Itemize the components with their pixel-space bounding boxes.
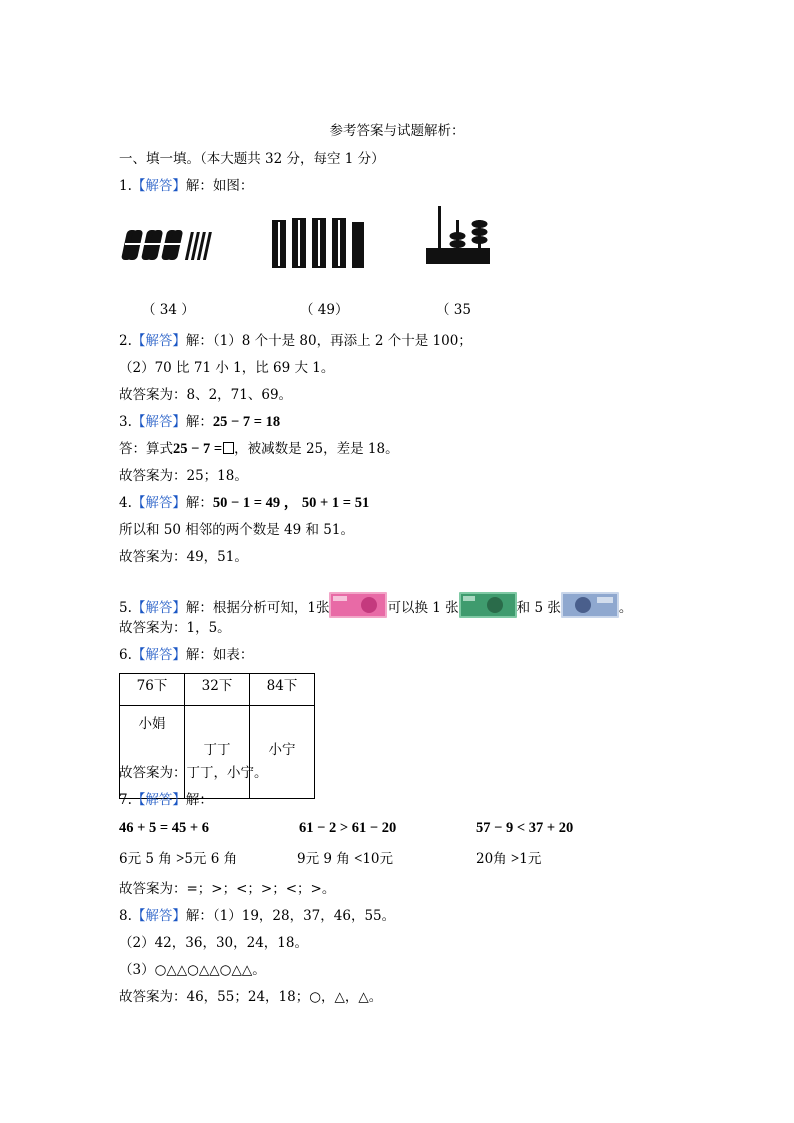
q7-comparison-5: 9元 9 角 <10元 xyxy=(297,851,394,867)
answer-tag: 【解答】 xyxy=(131,333,186,349)
table-cell: 小娟 xyxy=(120,706,185,799)
table-cell: 小宁 xyxy=(250,706,315,799)
page-title: 参考答案与试题解析： xyxy=(329,123,465,139)
banknote-50-icon xyxy=(459,592,517,618)
q7-comparison-1: 46 + 5 = 45 + 6 xyxy=(119,820,210,836)
answer-tag: 【解答】 xyxy=(131,495,186,511)
banknote-10-icon xyxy=(561,592,619,618)
blank-box-icon xyxy=(223,442,234,454)
q7-comparison-6: 20角 >1元 xyxy=(476,851,542,867)
section-heading: 一、填一填。（本大题共 32 分，每空 1 分） xyxy=(119,151,385,167)
q4-line1: 4.【解答】解：50 − 1 = 49 ， 50 + 1 = 51 xyxy=(119,495,370,511)
answer-tag: 【解答】 xyxy=(131,178,186,194)
table-header: 76下 xyxy=(120,674,185,706)
q8-line3: （3）○△△○△△○△△。 xyxy=(119,962,266,978)
q5-line1: 5.【解答】解：根据分析可知，1张 可以换 1 张 和 5 张 。 xyxy=(119,592,632,618)
q6-line1: 6.【解答】解：如表： xyxy=(119,647,254,663)
q5-line2: 故答案为：1，5。 xyxy=(119,620,231,636)
q6-line2: 故答案为：丁丁，小宁。 xyxy=(119,765,268,781)
figure-label-3: （ 35 xyxy=(436,302,471,318)
q7-line1: 7.【解答】解： xyxy=(119,792,213,808)
abacus-figure xyxy=(422,202,492,266)
q4-line2: 所以和 50 相邻的两个数是 49 和 51。 xyxy=(119,522,354,538)
answer-tag: 【解答】 xyxy=(131,908,186,924)
figure-label-2: （ 49） xyxy=(300,302,349,318)
answer-tag: 【解答】 xyxy=(131,414,186,430)
answer-tag: 【解答】 xyxy=(131,792,186,808)
q3-line3: 故答案为：25；18。 xyxy=(119,468,248,484)
q4-line3: 故答案为：49，51。 xyxy=(119,549,248,565)
q2-line2: （2）70 比 71 小 1，比 69 大 1。 xyxy=(119,360,335,376)
answer-tag: 【解答】 xyxy=(131,647,186,663)
bundles-figure xyxy=(119,222,229,266)
q4-equation: 50 − 1 = 49 ， 50 + 1 = 51 xyxy=(212,495,370,511)
banknote-100-icon xyxy=(329,592,387,618)
table-header: 84下 xyxy=(250,674,315,706)
counting-sticks-figure xyxy=(270,214,370,272)
figure-label-1: （ 34 ） xyxy=(142,302,195,318)
q7-comparison-3: 57 − 9 < 37 + 20 xyxy=(476,820,574,836)
answer-tag: 【解答】 xyxy=(131,600,186,616)
q3-line2: 答：算式25 − 7 = ，被减数是 25，差是 18。 xyxy=(119,441,399,457)
table-cell: 丁丁 xyxy=(185,706,250,799)
q8-line4: 故答案为：46，55；24，18；○，△，△。 xyxy=(119,989,383,1005)
q7-comparison-2: 61 − 2 > 61 − 20 xyxy=(299,820,397,836)
q7-answer: 故答案为：=；>；<；>；<；>。 xyxy=(119,881,336,897)
q8-line1: 8.【解答】解：（1）19，28，37，46，55。 xyxy=(119,908,396,924)
q2-line3: 故答案为：8、2，71、69。 xyxy=(119,387,293,403)
q1-line: 1.【解答】解：如图： xyxy=(119,178,254,194)
q3-line1: 3.【解答】解：25 − 7 = 18 xyxy=(119,414,281,430)
q2-line1: 2.【解答】解：（1）8 个十是 80，再添上 2 个十是 100； xyxy=(119,333,472,349)
table-header: 32下 xyxy=(185,674,250,706)
q8-line2: （2）42，36，30，24，18。 xyxy=(119,935,308,951)
q3-equation: 25 − 7 = 18 xyxy=(212,414,281,430)
q7-comparison-4: 6元 5 角 >5元 6 角 xyxy=(119,851,238,867)
